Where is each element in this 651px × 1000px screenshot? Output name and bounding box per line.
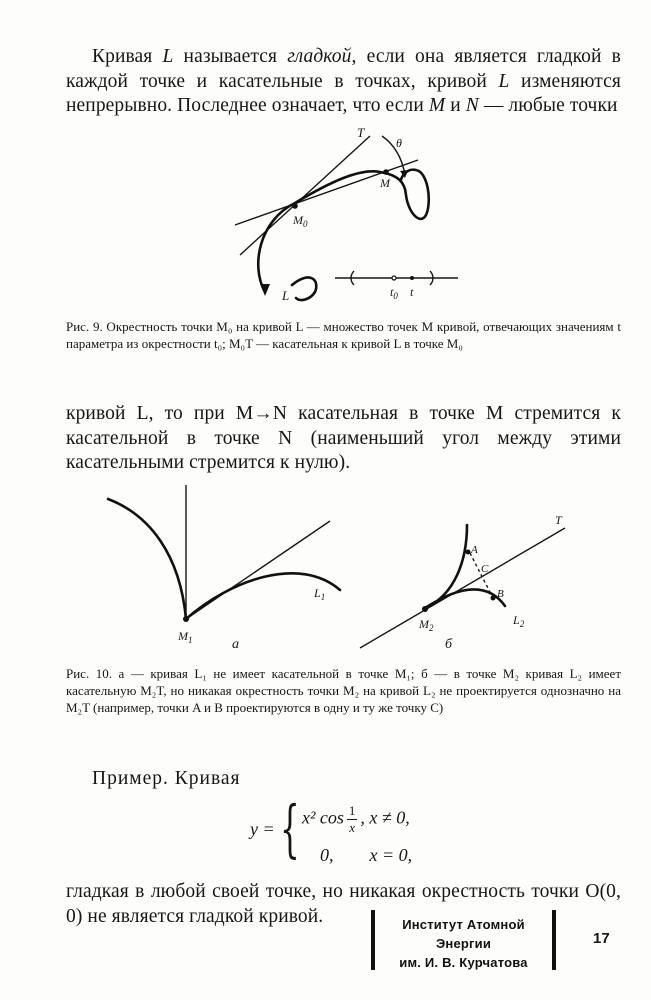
- formula-fraction: $\frac{1}{x}$: [348, 803, 356, 835]
- label-L2: $L_2$: [513, 613, 525, 629]
- p1-comma: ,: [410, 70, 416, 92]
- label-theta: θ: [396, 136, 402, 150]
- label-t0: $t_0$: [390, 285, 398, 301]
- point-M2: [422, 606, 428, 612]
- point-t0: [392, 276, 396, 280]
- curve-L1-left: [108, 499, 186, 619]
- point-M1: [183, 616, 189, 622]
- p1-e: изменяются непрерывно. Последнее означает, что если: [66, 70, 621, 116]
- p1-d: кривой: [415, 70, 499, 92]
- figure-10b: [355, 510, 580, 660]
- p1-N: N: [465, 95, 479, 116]
- label-M1: $M_1$: [178, 629, 193, 645]
- point-M0: [292, 203, 298, 209]
- point-B: [491, 596, 496, 601]
- label-M2: $M_2$: [419, 617, 434, 633]
- formula-lhs: y =: [250, 819, 275, 839]
- curve-L-hook: [292, 277, 316, 300]
- label-T2: T: [555, 513, 562, 527]
- p1-M: M: [428, 95, 446, 116]
- tangent-line-M2T: [360, 528, 565, 648]
- example-heading: Пример. Кривая: [92, 768, 241, 789]
- point-A: [466, 550, 471, 555]
- p1-g: — любые точки: [478, 95, 618, 116]
- page-number: 17: [593, 930, 610, 947]
- paragraph-1: [66, 45, 621, 119]
- curve-arrow: [260, 284, 270, 296]
- label-C: C: [481, 563, 489, 575]
- formula-brace: {: [280, 792, 300, 865]
- library-stamp: [371, 910, 556, 970]
- paragraph-3: гладкая в любой своей точке, но никакая окрестность точки O(0, 0) не является гладкой кривой.: [66, 881, 621, 927]
- formula-row-1: x² cos $\frac{1}{x}$ , x ≠ 0,: [302, 803, 410, 835]
- ray-line: [186, 521, 330, 619]
- tangent-line-M0T: [240, 136, 370, 255]
- stamp-line-1: Институт Атомной Энергии: [402, 917, 525, 951]
- label-L1: $L_1$: [314, 586, 326, 602]
- p1-L2: L: [498, 70, 510, 92]
- label-A: A: [471, 544, 478, 556]
- label-L: L: [282, 288, 290, 303]
- secant-line: [235, 160, 418, 225]
- label-B: B: [497, 588, 504, 600]
- figure-10-caption: Рис. 10. а — кривая L₁ не имеет касательной в точке M₁; б — в точке M₂ кривая L₂ имеет касательную M₂T, но никакая окрестность точки M₂ на кривой L₂ не проектируется однозначно на M₂T (например, точки A и B проектируются в одну и ту же точку C): [66, 666, 621, 715]
- point-M: [383, 169, 389, 175]
- label-T: T: [357, 125, 365, 140]
- piecewise-formula: [250, 792, 480, 875]
- point-t: [410, 276, 414, 280]
- p1-a: Кривая: [92, 46, 163, 67]
- formula-row-2: 0, x = 0,: [320, 845, 413, 865]
- label-t: t: [410, 285, 414, 299]
- curve-L: [258, 170, 429, 292]
- p1-b: называется: [173, 46, 288, 67]
- label-M: M: [380, 176, 390, 190]
- label-a: а: [232, 637, 239, 652]
- label-b: б: [445, 637, 453, 652]
- p1-smooth: гладкой: [287, 46, 352, 67]
- p1-c: , если она является гладкой в каждой точке и касательные в точках: [66, 46, 621, 92]
- stamp-line-2: им. И. В. Курчатова: [399, 955, 528, 970]
- label-M0: $M_0$: [293, 213, 308, 229]
- p1-f: и: [445, 95, 466, 116]
- figure-10a: [100, 485, 350, 655]
- figure-9-caption: Рис. 9. Окрестность точки M₀ на кривой L — множество точек M кривой, отвечающих значениям t параметра из окрестности t₀; M₀T — касательная к кривой L в точке M₀: [66, 319, 621, 351]
- p1-L: L: [162, 46, 174, 67]
- figure-9: [220, 120, 470, 310]
- paragraph-2: кривой L, то при M→N касательная в точке M стремится к касательной в точке N (наименьший угол между этими касательными стремится к нулю).: [66, 403, 621, 473]
